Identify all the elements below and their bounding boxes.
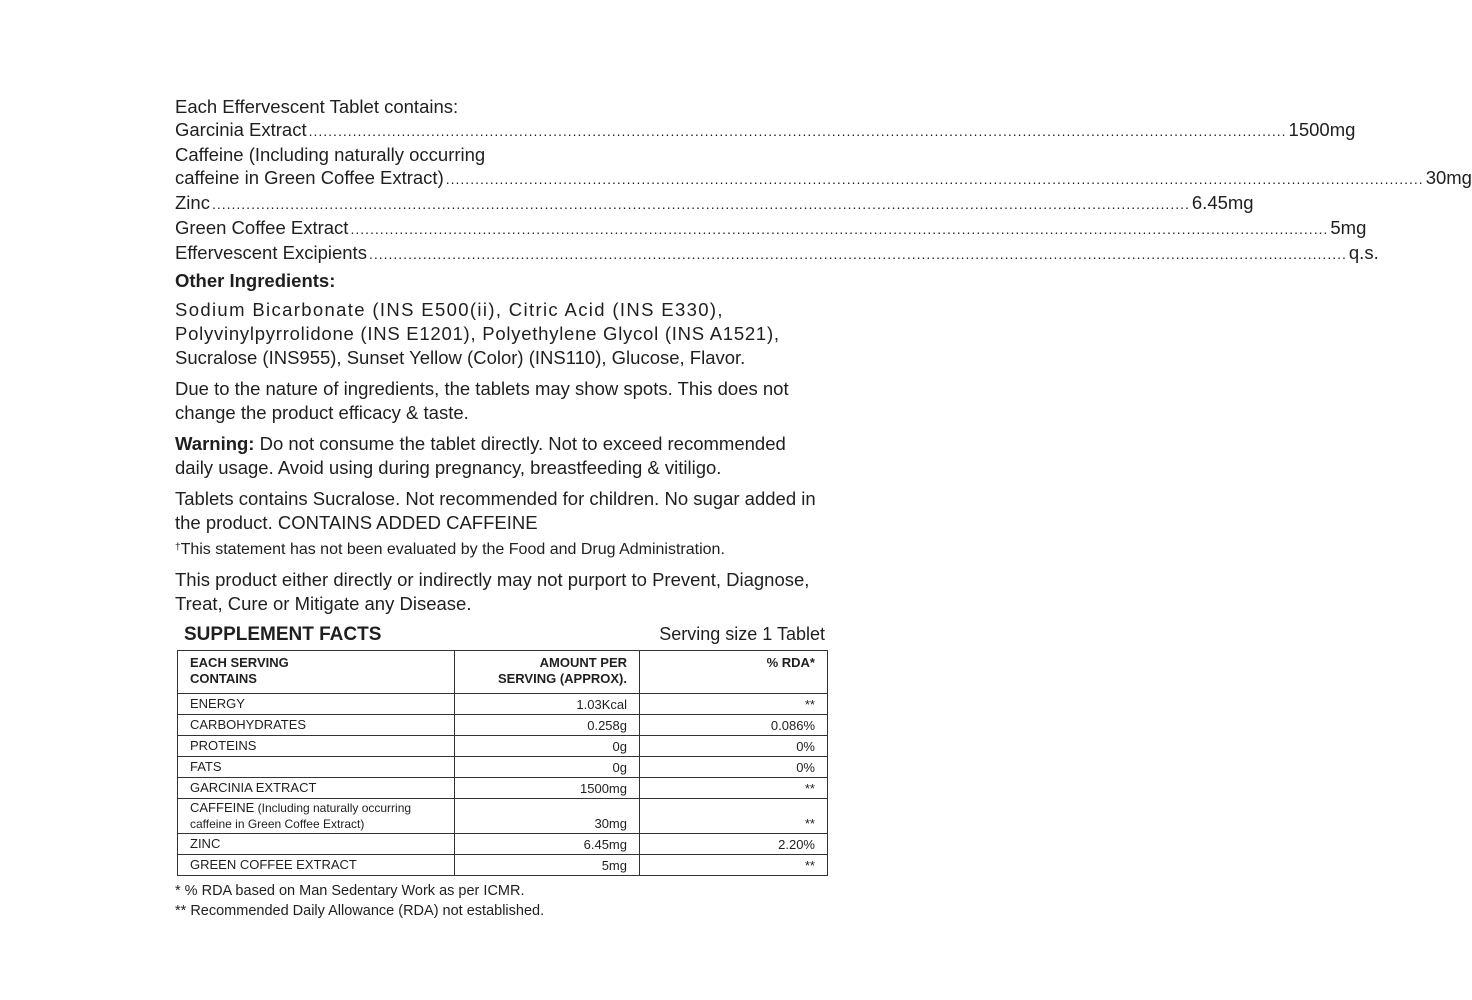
disease-disclaimer: This product either directly or indirectly may not purport to Prevent, Diagnose, Treat, Cure or Mitigate any Disease. [175,569,810,614]
other-ingredients-heading: Other Ingredients: [175,270,336,291]
composition-row [175,216,1367,241]
supplement-facts-title: SUPPLEMENT FACTS [184,624,382,645]
label-panel [175,95,1472,921]
spots-note: Due to the nature of ingredients, the tablets may show spots. This does not change the product efficacy & taste. [175,378,789,423]
other-ingredients-line: Sodium Bicarbonate (INS E500(ii), Citric Acid (INS E330), [175,299,724,320]
header-line: CONTAINS [190,671,257,686]
composition-value: 1500mg [1288,119,1356,140]
nutrient-name-cell [178,715,455,736]
warning-label: Warning: [175,433,255,454]
nutrient-name: ZINC [190,836,221,851]
footnote-not-established: ** Recommended Daily Allowance (RDA) not established. [175,903,545,919]
amount-cell: 1.03Kcal [455,694,640,715]
nutrient-name-cell [178,834,455,855]
amount-cell: 5mg [455,855,640,876]
sucralose-note: Tablets contains Sucralose. Not recommended for children. No sugar added in the product. CONTAINS ADDED CAFFEINE [175,488,816,533]
amount-cell: 1500mg [455,778,640,799]
amount-cell: 0.258g [455,715,640,736]
composition-value: 30mg [1425,167,1472,188]
table-row [178,694,828,715]
composition-name: Zinc [175,192,210,213]
supplement-facts-header [175,624,825,646]
header-line: SERVING (APPROX). [497,671,627,686]
composition-name: Garcinia Extract [175,119,307,140]
rda-cell: 2.20% [640,834,828,855]
composition-row [175,143,825,166]
dagger-mark: † [175,542,181,553]
dot-leader: ........................................................................................................................................................................................................ [211,196,1190,212]
nutrient-name: ENERGY [190,696,245,711]
amount-cell: 30mg [455,799,640,834]
dot-leader: ........................................................................................................................................................................................................ [350,221,1329,237]
nutrient-name-cell [178,757,455,778]
table-row [178,855,828,876]
table-row [178,834,828,855]
fda-disclaimer [175,539,825,561]
rda-cell: ** [640,799,828,834]
nutrient-name-cell [178,799,455,834]
table-row [178,799,828,834]
composition-value: 6.45mg [1191,192,1254,213]
composition-name: Green Coffee Extract [175,217,349,238]
fda-text: This statement has not been evaluated by the Food and Drug Administration. [180,541,725,558]
rda-cell: 0% [640,736,828,757]
composition-name: Effervescent Excipients [175,242,367,263]
nutrient-name-cell [178,694,455,715]
composition-list [175,118,1472,266]
dot-leader: ........................................................................................................................................................................................................ [445,171,1424,187]
table-row [178,736,828,757]
table-header-row [178,651,828,694]
rda-cell: ** [640,778,828,799]
other-ingredients-text [175,298,825,370]
rda-cell: ** [640,855,828,876]
amount-cell: 6.45mg [455,834,640,855]
footnote-rda: * % RDA based on Man Sedentary Work as per ICMR. [175,883,525,899]
table-row [178,757,828,778]
composition-value: q.s. [1348,242,1379,263]
dot-leader: ........................................................................................................................................................................................................ [368,246,1347,262]
warning-note [175,432,825,480]
composition-row [175,191,1254,216]
table-row [178,715,828,736]
rda-cell: 0.086% [640,715,828,736]
nutrient-name: GARCINIA EXTRACT [190,780,317,795]
composition-row [175,118,1356,143]
rda-cell: 0% [640,757,828,778]
supplement-facts-table [177,650,828,876]
amount-cell: 0g [455,757,640,778]
nutrient-name-cell [178,736,455,757]
composition-name: Caffeine (Including naturally occurring [175,144,486,165]
rda-cell: ** [640,694,828,715]
header-line: EACH SERVING [190,655,289,670]
warning-text: Do not consume the tablet directly. Not to exceed recommended daily usage. Avoid using during pregnancy, breastfeeding & vitiligo. [175,433,786,478]
nutrient-name: FATS [190,759,222,774]
header-line: AMOUNT PER [539,655,627,670]
serving-size: Serving size 1 Tablet [659,624,825,644]
nutrient-name-cell [178,778,455,799]
table-row [178,778,828,799]
other-ingredients-line: Sucralose (INS955), Sunset Yellow (Color) (INS110), Glucose, Flavor. [175,347,746,368]
dot-leader: ........................................................................................................................................................................................................ [308,123,1287,139]
column-header-amount [455,651,640,694]
nutrient-name: GREEN COFFEE EXTRACT [190,857,357,872]
other-ingredients-line: Polyvinylpyrrolidone (INS E1201), Polyethylene Glycol (INS A1521), [175,323,780,344]
column-header-serving [178,651,455,694]
amount-cell: 0g [455,736,640,757]
composition-name: caffeine in Green Coffee Extract) [175,167,444,188]
nutrient-name: CAFFEINE [190,800,255,815]
nutrient-name-cell [178,855,455,876]
column-header-rda: % RDA* [640,651,828,694]
composition-value: 5mg [1330,217,1367,238]
nutrient-name: CARBOHYDRATES [190,717,307,732]
composition-intro: Each Effervescent Tablet contains: [175,96,459,117]
nutrient-note: (Including naturally occurring caffeine in Green Coffee Extract) [190,801,412,831]
composition-row [175,241,1379,266]
nutrient-name: PROTEINS [190,738,257,753]
composition-row [175,166,1472,191]
